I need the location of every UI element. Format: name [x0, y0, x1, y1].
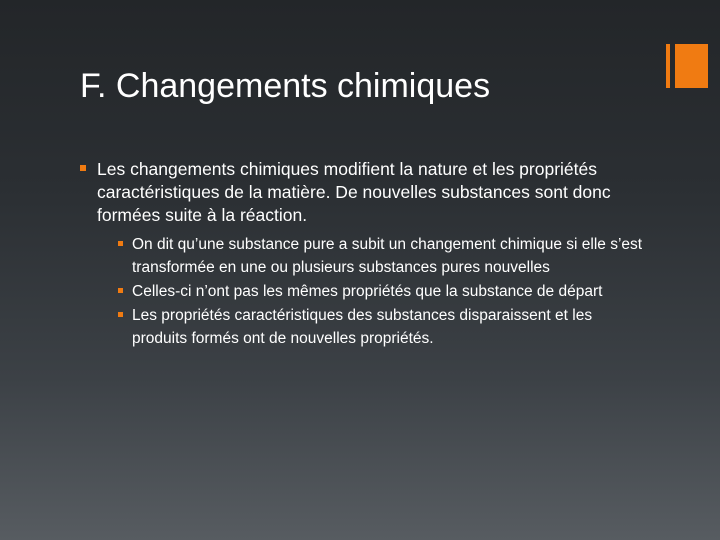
accent-bar-thick [675, 44, 708, 88]
accent-bar-thin [666, 44, 670, 88]
sub-bullet-point [118, 233, 650, 279]
square-bullet-icon [118, 312, 123, 317]
sub-bullet-point-text: Celles-ci n’ont pas les mêmes propriétés que la substance de départ [132, 283, 603, 300]
square-bullet-icon [80, 165, 86, 171]
bullet-point [80, 158, 650, 227]
square-bullet-icon [118, 241, 123, 246]
slide-content [80, 158, 650, 351]
sub-bullet-point [118, 304, 650, 350]
sub-bullet-point [118, 280, 650, 303]
square-bullet-icon [118, 288, 123, 293]
sub-bullet-point-text: On dit qu’une substance pure a subit un changement chimique si elle s’est transformée en une ou plusieurs substances pures nouvelles [132, 236, 643, 276]
bullet-point-text: Les changements chimiques modifient la nature et les propriétés caractéristiques de la matière. De nouvelles substances sont donc formées suite à la réaction. [97, 159, 611, 225]
slide-title: F. Changements chimiques [80, 67, 491, 105]
sub-bullet-point-text: Les propriétés caractéristiques des substances disparaissent et les produits formés ont de nouvelles propriétés. [132, 307, 593, 347]
